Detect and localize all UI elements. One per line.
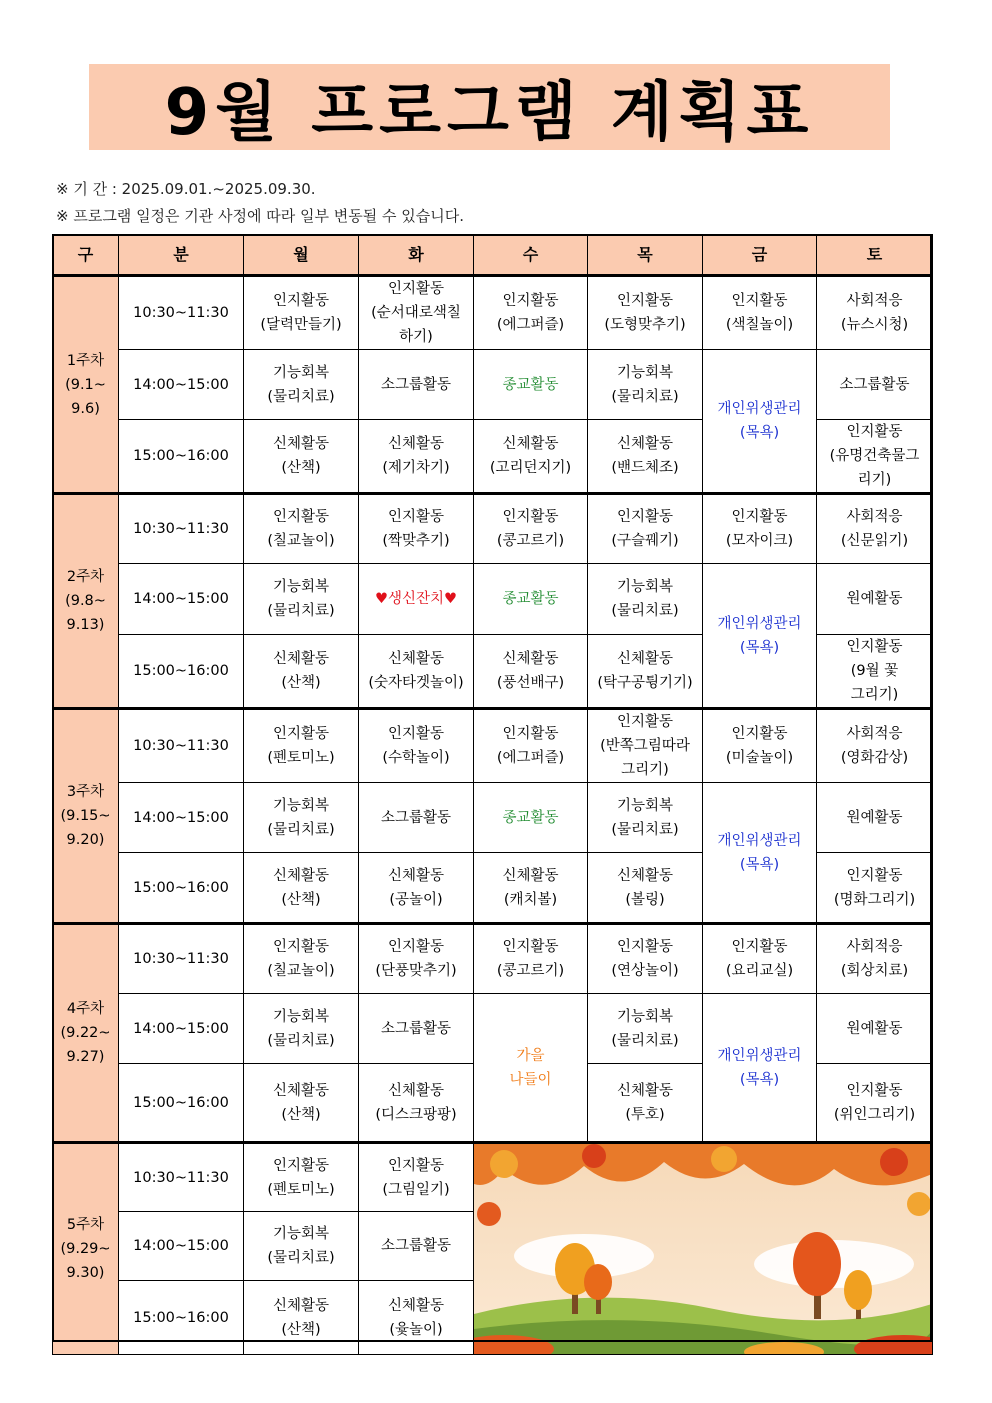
activity-cell: 사회적응 (회상치료)	[817, 924, 933, 994]
activity-cell: 신체활동 (밴드체조)	[588, 420, 703, 494]
activity-cell: 기능회복 (물리치료)	[244, 350, 359, 420]
activity-cell: 신체활동 (투호)	[588, 1064, 703, 1143]
heart-icon: ♥	[444, 591, 458, 607]
time-slot: 15:00~16:00	[119, 1281, 244, 1355]
time-slot: 14:00~15:00	[119, 1212, 244, 1281]
header-thu: 목	[588, 235, 703, 276]
hygiene-activity: 개인위생관리 (목욕)	[703, 994, 817, 1143]
activity-cell: 인지활동 (순서대로색칠 하기)	[359, 276, 474, 350]
activity-cell: 소그룹활동	[359, 1212, 474, 1281]
activity-cell: 기능회복 (물리치료)	[588, 350, 703, 420]
time-slot: 14:00~15:00	[119, 994, 244, 1064]
page-title: 9월 프로그램 계획표	[164, 76, 815, 150]
activity-cell: 인지활동 (에그퍼즐)	[474, 276, 588, 350]
activity-cell: 인지활동 (짝맞추기)	[359, 494, 474, 564]
activity-cell: 신체활동 (볼링)	[588, 853, 703, 924]
week-label: 2주차 (9.8~ 9.13)	[53, 494, 119, 709]
hygiene-activity: 개인위생관리 (목욕)	[703, 564, 817, 709]
activity-cell: 신체활동 (윷놀이)	[359, 1281, 474, 1355]
activity-cell: 인지활동 (연상놀이)	[588, 924, 703, 994]
activity-cell: 인지활동 (색칠놀이)	[703, 276, 817, 350]
schedule-table	[52, 234, 933, 1355]
activity-cell: 인지활동 (펜토미노)	[244, 709, 359, 783]
activity-cell: 인지활동 (콩고르기)	[474, 924, 588, 994]
autumn-scene-svg	[474, 1144, 932, 1354]
activity-cell: 원예활동	[817, 994, 933, 1064]
activity-cell: 신체활동 (고리던지기)	[474, 420, 588, 494]
activity-cell: 소그룹활동	[817, 350, 933, 420]
header-wed: 수	[474, 235, 588, 276]
hygiene-activity: 개인위생관리 (목욕)	[703, 350, 817, 494]
activity-cell: 신체활동 (산책)	[244, 1064, 359, 1143]
time-slot: 14:00~15:00	[119, 350, 244, 420]
activity-cell: 인지활동 (단풍맞추기)	[359, 924, 474, 994]
activity-cell: 소그룹활동	[359, 350, 474, 420]
table-row	[53, 783, 933, 853]
activity-cell: 신체활동 (산책)	[244, 420, 359, 494]
activity-cell: 인지활동 (위인그리기)	[817, 1064, 933, 1143]
activity-cell: 기능회복 (물리치료)	[588, 564, 703, 635]
time-slot: 14:00~15:00	[119, 783, 244, 853]
activity-cell: 신체활동 (산책)	[244, 635, 359, 709]
religion-activity: 종교활동	[474, 350, 588, 420]
header-row	[53, 235, 933, 276]
activity-cell: 소그룹활동	[359, 783, 474, 853]
time-slot: 10:30~11:30	[119, 924, 244, 994]
activity-cell: 인지활동 (콩고르기)	[474, 494, 588, 564]
activity-cell: 인지활동 (달력만들기)	[244, 276, 359, 350]
table-row	[53, 494, 933, 564]
header-bun: 분	[119, 235, 244, 276]
activity-cell: 신체활동 (숫자타겟놀이)	[359, 635, 474, 709]
activity-cell: 기능회복 (물리치료)	[244, 564, 359, 635]
activity-cell: 인지활동 (유명건축물그 리기)	[817, 420, 933, 494]
activity-cell: 기능회복 (물리치료)	[588, 783, 703, 853]
period-note: ※ 기 간 : 2025.09.01.~2025.09.30.	[56, 180, 316, 198]
time-slot: 15:00~16:00	[119, 635, 244, 709]
activity-cell: 신체활동 (풍선배구)	[474, 635, 588, 709]
activity-cell: 소그룹활동	[359, 994, 474, 1064]
birthday-party	[359, 564, 474, 635]
week-label: 1주차 (9.1~ 9.6)	[53, 276, 119, 494]
hygiene-activity: 개인위생관리 (목욕)	[703, 783, 817, 924]
activity-cell: 사회적응 (영화감상)	[817, 709, 933, 783]
autumn-scene-illustration	[474, 1143, 933, 1355]
activity-cell: 신체활동 (디스크팡팡)	[359, 1064, 474, 1143]
activity-cell: 인지활동 (요리교실)	[703, 924, 817, 994]
birthday-label: 생신잔치	[387, 591, 445, 607]
table-row	[53, 1143, 933, 1212]
time-slot: 15:00~16:00	[119, 1064, 244, 1143]
activity-cell: 사회적응 (신문읽기)	[817, 494, 933, 564]
table-row	[53, 709, 933, 783]
table-row	[53, 564, 933, 635]
activity-cell: 신체활동 (제기차기)	[359, 420, 474, 494]
time-slot: 10:30~11:30	[119, 276, 244, 350]
activity-cell: 원예활동	[817, 564, 933, 635]
religion-activity: 종교활동	[474, 564, 588, 635]
activity-cell: 인지활동 (수학놀이)	[359, 709, 474, 783]
table-row	[53, 924, 933, 994]
time-slot: 14:00~15:00	[119, 564, 244, 635]
activity-cell: 신체활동 (캐치볼)	[474, 853, 588, 924]
week-label: 5주차 (9.29~ 9.30)	[53, 1143, 119, 1355]
activity-cell: 인지활동 (반쪽그림따라 그리기)	[588, 709, 703, 783]
time-slot: 15:00~16:00	[119, 420, 244, 494]
activity-cell: 인지활동 (도형맞추기)	[588, 276, 703, 350]
activity-cell: 신체활동 (공놀이)	[359, 853, 474, 924]
header-gu: 구	[53, 235, 119, 276]
autumn-outing: 가을 나들이	[474, 994, 588, 1143]
header-mon: 월	[244, 235, 359, 276]
religion-activity: 종교활동	[474, 783, 588, 853]
week-label: 4주차 (9.22~ 9.27)	[53, 924, 119, 1143]
activity-cell: 인지활동 (명화그리기)	[817, 853, 933, 924]
activity-cell: 인지활동 (구슬꿰기)	[588, 494, 703, 564]
activity-cell: 인지활동 (칠교놀이)	[244, 494, 359, 564]
time-slot: 10:30~11:30	[119, 709, 244, 783]
activity-cell: 기능회복 (물리치료)	[244, 783, 359, 853]
table-row	[53, 994, 933, 1064]
activity-cell: 신체활동 (탁구공튕기기)	[588, 635, 703, 709]
header-fri: 금	[703, 235, 817, 276]
activity-cell: 인지활동 (9월 꽃 그리기)	[817, 635, 933, 709]
activity-cell: 기능회복 (물리치료)	[244, 1212, 359, 1281]
notice-note: ※ 프로그램 일정은 기관 사정에 따라 일부 변동될 수 있습니다.	[56, 207, 465, 225]
activity-cell: 신체활동 (산책)	[244, 853, 359, 924]
activity-cell: 인지활동 (에그퍼즐)	[474, 709, 588, 783]
header-sat: 토	[817, 235, 933, 276]
activity-cell: 기능회복 (물리치료)	[244, 994, 359, 1064]
time-slot: 15:00~16:00	[119, 853, 244, 924]
activity-cell: 신체활동 (산책)	[244, 1281, 359, 1355]
header-tue: 화	[359, 235, 474, 276]
activity-cell: 기능회복 (물리치료)	[588, 994, 703, 1064]
title-banner	[89, 64, 890, 150]
time-slot: 10:30~11:30	[119, 494, 244, 564]
table-row	[53, 276, 933, 350]
activity-cell: 원예활동	[817, 783, 933, 853]
time-slot: 10:30~11:30	[119, 1143, 244, 1212]
activity-cell: 사회적응 (뉴스시청)	[817, 276, 933, 350]
activity-cell: 인지활동 (칠교놀이)	[244, 924, 359, 994]
week-label: 3주차 (9.15~ 9.20)	[53, 709, 119, 924]
heart-icon: ♥	[374, 591, 388, 607]
table-row	[53, 350, 933, 420]
activity-cell: 인지활동 (미술놀이)	[703, 709, 817, 783]
activity-cell: 인지활동 (모자이크)	[703, 494, 817, 564]
activity-cell: 인지활동 (그림일기)	[359, 1143, 474, 1212]
activity-cell: 인지활동 (펜토미노)	[244, 1143, 359, 1212]
